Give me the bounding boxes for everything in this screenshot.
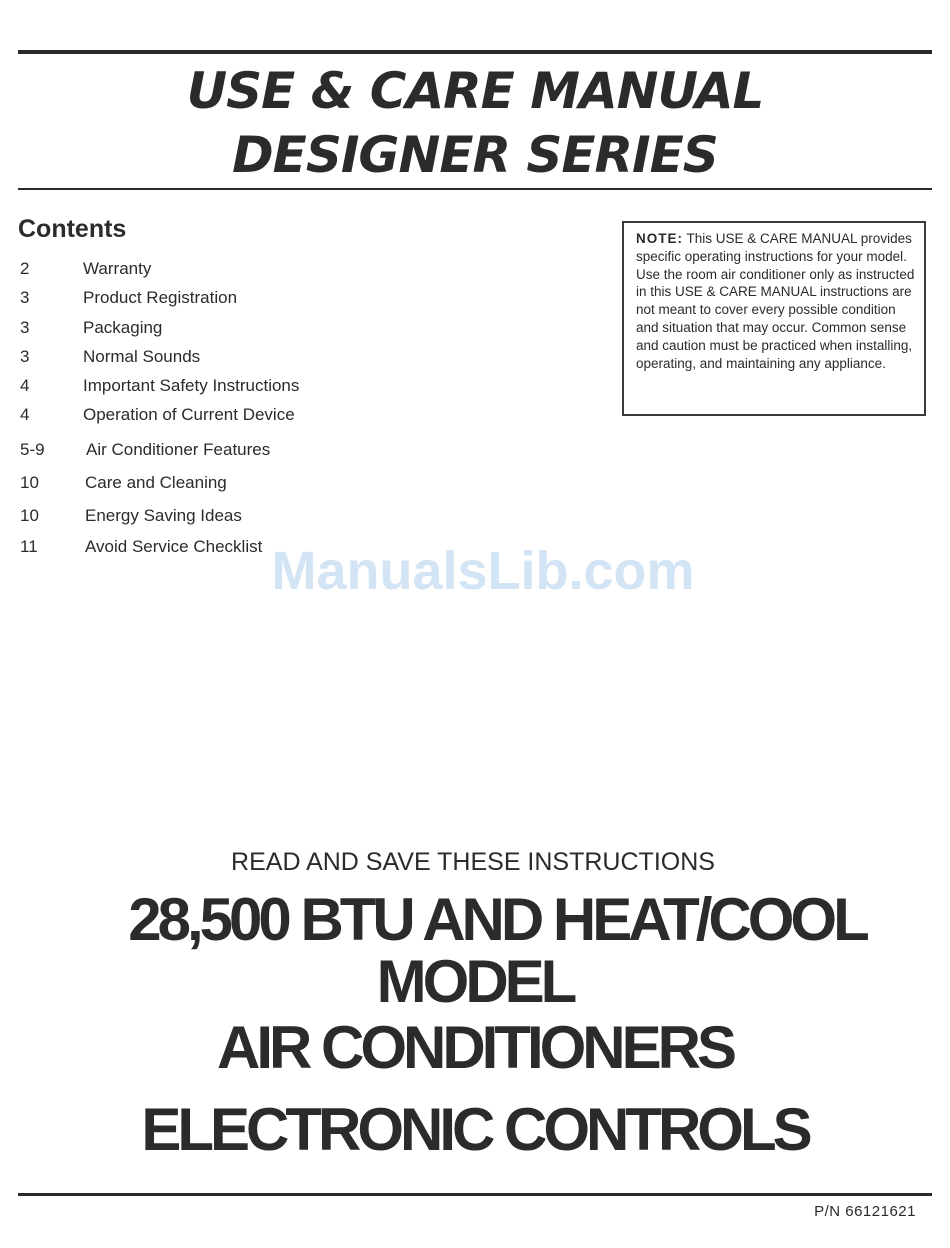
manual-title-line-1: USE & CARE MANUAL <box>186 62 764 120</box>
toc-title: Energy Saving Ideas <box>85 506 242 525</box>
toc-page-number: 10 <box>20 473 39 492</box>
product-title-line-2: MODEL <box>376 948 574 1015</box>
toc-page-number: 2 <box>20 259 30 278</box>
read-save-instructions: READ AND SAVE THESE INSTRUCTIONS <box>231 848 715 876</box>
toc-page-number: 4 <box>20 405 30 424</box>
toc-page-number: 11 <box>20 537 38 556</box>
watermark: ManualsLib.com <box>271 541 695 601</box>
toc-page-number: 10 <box>20 506 39 525</box>
part-number: P/N 66121621 <box>814 1203 916 1220</box>
toc-title: Air Conditioner Features <box>86 440 271 459</box>
toc-page-number: 3 <box>20 347 30 366</box>
toc-page-number: 3 <box>20 318 30 337</box>
toc-title: Important Safety Instructions <box>83 376 300 395</box>
contents-heading: Contents <box>18 215 127 243</box>
note-label: NOTE: <box>636 231 683 246</box>
product-title-line-4: ELECTRONIC CONTROLS <box>141 1096 809 1163</box>
product-title-line-3: AIR CONDITIONERS <box>216 1014 734 1081</box>
toc-title: Avoid Service Checklist <box>85 537 263 556</box>
toc-page-number: 4 <box>20 376 30 395</box>
toc-page-number: 5-9 <box>20 440 45 459</box>
top-rule <box>18 50 932 54</box>
toc-title: Operation of Current Device <box>83 405 295 424</box>
title-divider <box>18 188 932 190</box>
product-title-line-1: 28,500 BTU AND HEAT/COOL <box>128 886 866 953</box>
toc-title: Warranty <box>83 259 152 278</box>
note-text: This USE & CARE MANUAL provides specific operating instructions for your model. Use the room air conditioner only as instructed in this USE & CARE MANUAL instructions are not meant to cover every possible condition and situation that may occur. Common sense and caution must be practiced when installing, operating, and maintaining any appliance. <box>636 231 915 371</box>
manual-title-line-2: DESIGNER SERIES <box>232 126 718 184</box>
toc-title: Packaging <box>83 318 163 337</box>
toc-title: Product Registration <box>83 288 238 307</box>
toc-title: Care and Cleaning <box>85 473 227 492</box>
toc-title: Normal Sounds <box>83 347 201 366</box>
bottom-rule <box>18 1193 932 1196</box>
toc-page-number: 3 <box>20 288 30 307</box>
note-box <box>622 221 926 416</box>
